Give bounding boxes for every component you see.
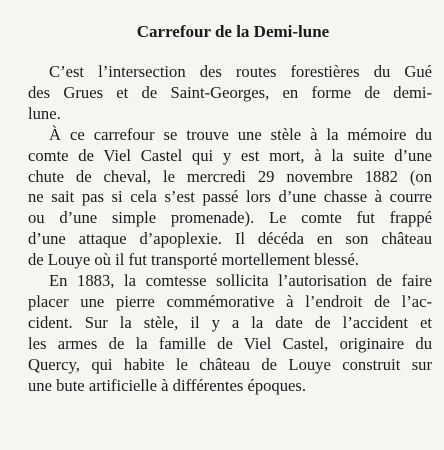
text-line: des Grues et de Saint-Georges, en forme de demi- [28,82,432,102]
paragraph-3 [28,271,432,396]
text-line: C’est l’intersection des routes forestières du Gué [49,62,432,81]
text-line: comte de Viel Castel qui y est mort, à la suite d’une [28,145,432,165]
text-line: les armes de la famille de Viel Castel, originaire du [28,333,432,353]
text-line: À ce carrefour se trouve une stèle à la mémoire du [49,124,432,144]
text-line: Quercy, qui habite le château de Louye construit sur [28,354,432,374]
text-line: de Louye où il fut transporté mortellement blessé. [28,250,359,270]
text-line: une bute artificielle à différentes époques. [28,375,306,395]
section-title: Carrefour de la Demi-lune [136,22,330,41]
text-line: cident. Sur la stèle, il y a la date de l’accident et [28,312,432,332]
text-line: ou d’une simple promenade). Le comte fut frappé [28,208,432,228]
text-line: d’une attaque d’apoplexie. Il décéda en son château [28,229,432,249]
text-line: lune. [28,103,61,123]
paragraph-1 [28,62,432,125]
text-line: chute de cheval, le mercredi 29 novembre 1882 (on [28,166,432,186]
text-line: En 1883, la comtesse sollicita l’autorisation de faire [49,271,432,291]
text-line: placer une pierre commémorative à l’endroit de l’ac- [28,291,432,311]
document-body [28,62,432,397]
text-line: ne sait pas si cela s’est passé lors d’une chasse à courre [28,187,432,207]
paragraph-2 [28,125,432,271]
